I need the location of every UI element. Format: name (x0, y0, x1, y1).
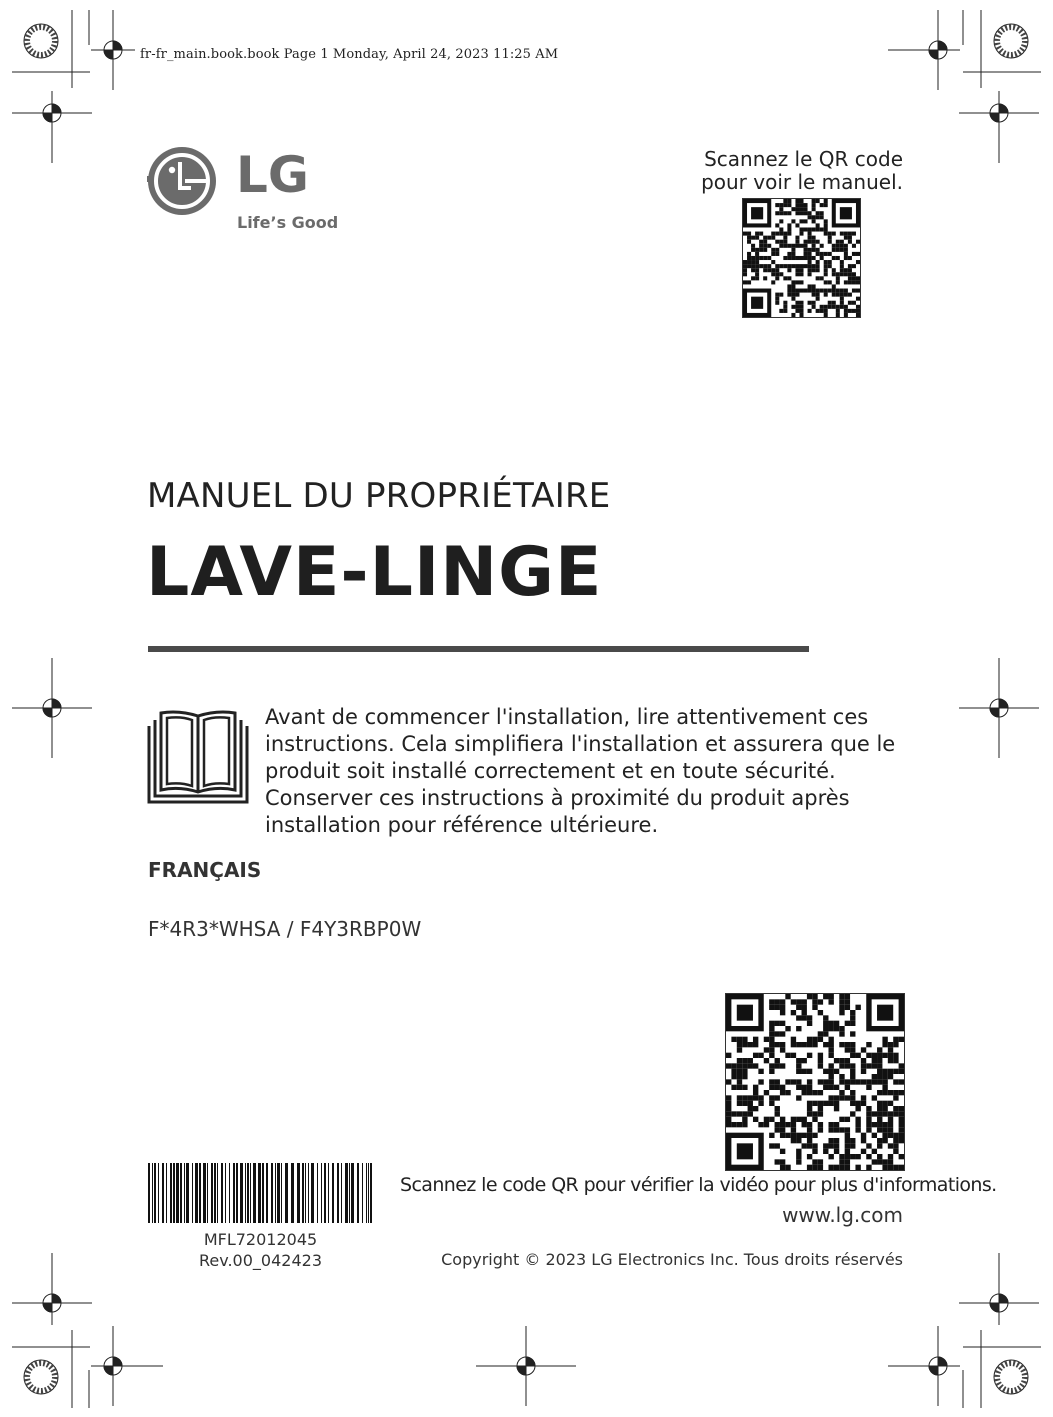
revision: Rev.00_042423 (199, 1251, 322, 1270)
copyright-notice: Copyright © 2023 LG Electronics Inc. Tous droits réservés (441, 1250, 903, 1269)
title-divider (148, 646, 809, 652)
logo-slogan: Life’s Good (237, 213, 339, 232)
qr-code-manual-icon[interactable] (742, 198, 861, 318)
document-title: LAVE-LINGE (146, 533, 603, 612)
qr-code-video-icon[interactable] (725, 993, 905, 1171)
barcode-icon (148, 1163, 373, 1223)
qr-manual-caption: Scannez le QR code pour voir le manuel. (701, 147, 903, 194)
part-number: MFL72012045 (203, 1230, 318, 1249)
installation-notice: Avant de commencer l'installation, lire attentivement ces instructions. Cela simplifiera l'installation et assurera que le produit soit installé correctement et en toute sécurité. Conserver ces instructions à proximité du produit après installation pour référence ultérieure. (265, 705, 896, 837)
open-book-icon (147, 710, 249, 804)
part-number-block (148, 1229, 373, 1271)
printer-header: fr-fr_main.book.book Page 1 Monday, April 24, 2023 11:25 AM (140, 47, 559, 62)
website-link[interactable]: www.lg.com (782, 1203, 903, 1227)
logo-wordmark: LG (236, 146, 309, 204)
language-label: FRANÇAIS (148, 858, 262, 882)
lg-logo-icon (147, 146, 217, 216)
qr-video-caption: Scannez le code QR pour vérifier la vidéo pour plus d'informations. (400, 1174, 997, 1196)
model-numbers: F*4R3*WHSA / F4Y3RBP0W (148, 917, 422, 941)
document-subtitle: MANUEL DU PROPRIÉTAIRE (147, 476, 611, 516)
